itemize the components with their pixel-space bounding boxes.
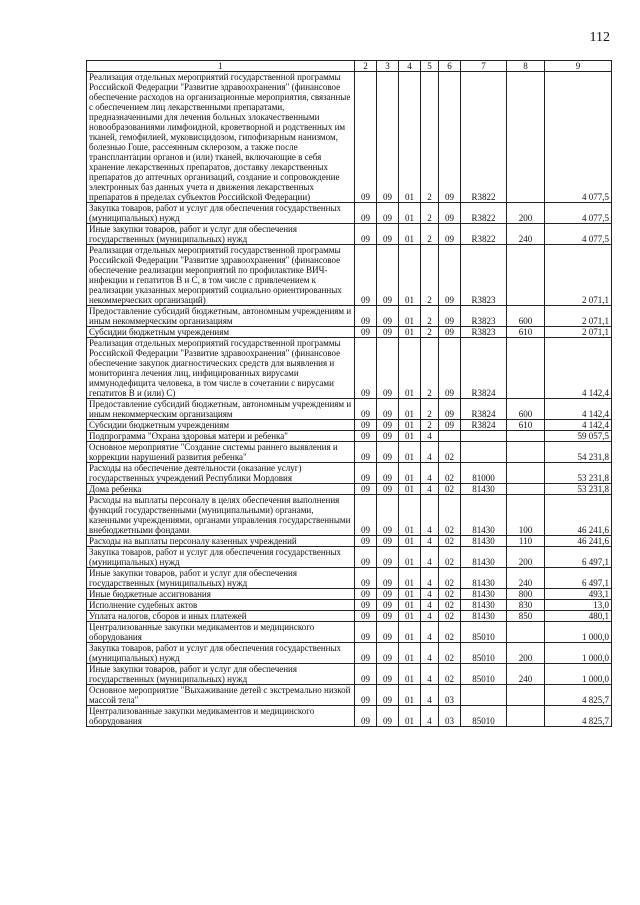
row-name-cell: Расходы на выплаты персоналу в целях обеспечения выполнения функций государственными (муниципальными) органами, казенными учреждениями, органами управления государственными внебюджетными фондами — [87, 495, 355, 536]
row-name-cell: Централизованные закупки медикаментов и медицинского оборудования — [87, 706, 355, 727]
section-code-cell: 09 — [355, 600, 377, 611]
row-name-cell: Иные бюджетные ассигнования — [87, 589, 355, 600]
expense-type-cell — [507, 245, 545, 306]
expense-type-cell: 240 — [507, 664, 545, 685]
direction-code-cell: R3823 — [461, 327, 507, 338]
direction-code-cell — [461, 442, 507, 463]
program-code-cell: 01 — [399, 224, 421, 245]
activity-code-cell: 02 — [439, 536, 461, 547]
col-header: 8 — [507, 61, 545, 72]
subprogram-code-cell: 4 — [421, 600, 439, 611]
table-body — [87, 72, 612, 727]
program-code-cell: 01 — [399, 203, 421, 224]
section-code-cell: 09 — [355, 338, 377, 399]
table-row — [87, 463, 612, 484]
direction-code-cell: 85010 — [461, 622, 507, 643]
table-row — [87, 547, 612, 568]
expense-type-cell — [507, 72, 545, 203]
section-code-cell: 09 — [355, 431, 377, 442]
subprogram-code-cell: 2 — [421, 327, 439, 338]
program-code-cell: 01 — [399, 420, 421, 431]
activity-code-cell: 09 — [439, 306, 461, 327]
program-code-cell: 01 — [399, 611, 421, 622]
table-row — [87, 589, 612, 600]
program-code-cell: 01 — [399, 495, 421, 536]
row-name-cell: Централизованные закупки медикаментов и медицинского оборудования — [87, 622, 355, 643]
direction-code-cell — [461, 685, 507, 706]
subsection-code-cell: 09 — [377, 327, 399, 338]
expense-type-cell: 200 — [507, 203, 545, 224]
program-code-cell: 01 — [399, 706, 421, 727]
section-code-cell: 09 — [355, 463, 377, 484]
row-name-cell: Субсидии бюджетным учреждениям — [87, 327, 355, 338]
expense-type-cell: 100 — [507, 495, 545, 536]
subsection-code-cell: 09 — [377, 72, 399, 203]
amount-cell: 493,1 — [545, 589, 612, 600]
direction-code-cell: 81430 — [461, 484, 507, 495]
expense-type-cell — [507, 622, 545, 643]
activity-code-cell: 02 — [439, 611, 461, 622]
subsection-code-cell: 09 — [377, 622, 399, 643]
expense-type-cell — [507, 431, 545, 442]
amount-cell: 6 497,1 — [545, 568, 612, 589]
row-name-cell: Основное мероприятие "Выхаживание детей с экстремально низкой массой тела" — [87, 685, 355, 706]
row-name-cell: Иные закупки товаров, работ и услуг для обеспечения государственных (муниципальных) нужд — [87, 224, 355, 245]
expense-type-cell: 830 — [507, 600, 545, 611]
col-header: 4 — [399, 61, 421, 72]
expense-type-cell — [507, 685, 545, 706]
table-row — [87, 442, 612, 463]
col-header: 1 — [87, 61, 355, 72]
program-code-cell: 01 — [399, 664, 421, 685]
subprogram-code-cell: 2 — [421, 399, 439, 420]
row-name-cell: Подпрограмма "Охрана здоровья матери и ребенка" — [87, 431, 355, 442]
direction-code-cell: 85010 — [461, 706, 507, 727]
section-code-cell: 09 — [355, 547, 377, 568]
amount-cell: 6 497,1 — [545, 547, 612, 568]
expense-type-cell — [507, 463, 545, 484]
subprogram-code-cell: 4 — [421, 664, 439, 685]
table-row — [87, 306, 612, 327]
col-header: 3 — [377, 61, 399, 72]
direction-code-cell: 81430 — [461, 536, 507, 547]
activity-code-cell: 03 — [439, 706, 461, 727]
program-code-cell: 01 — [399, 399, 421, 420]
subprogram-code-cell: 4 — [421, 442, 439, 463]
row-name-cell: Дома ребенка — [87, 484, 355, 495]
section-code-cell: 09 — [355, 327, 377, 338]
section-code-cell: 09 — [355, 536, 377, 547]
table-row — [87, 600, 612, 611]
program-code-cell: 01 — [399, 643, 421, 664]
row-name-cell: Уплата налогов, сборов и иных платежей — [87, 611, 355, 622]
subprogram-code-cell: 4 — [421, 643, 439, 664]
subsection-code-cell: 09 — [377, 224, 399, 245]
direction-code-cell: R3822 — [461, 203, 507, 224]
expense-type-cell: 240 — [507, 568, 545, 589]
subsection-code-cell: 09 — [377, 547, 399, 568]
activity-code-cell: 09 — [439, 203, 461, 224]
subsection-code-cell: 09 — [377, 338, 399, 399]
expense-type-cell — [507, 442, 545, 463]
program-code-cell: 01 — [399, 338, 421, 399]
amount-cell: 2 071,1 — [545, 245, 612, 306]
subsection-code-cell: 09 — [377, 611, 399, 622]
activity-code-cell: 02 — [439, 495, 461, 536]
table-row — [87, 706, 612, 727]
subprogram-code-cell: 2 — [421, 306, 439, 327]
table-row — [87, 536, 612, 547]
program-code-cell: 01 — [399, 245, 421, 306]
expense-type-cell: 110 — [507, 536, 545, 547]
page-number: 112 — [589, 30, 610, 45]
subsection-code-cell: 09 — [377, 536, 399, 547]
activity-code-cell: 03 — [439, 685, 461, 706]
subsection-code-cell: 09 — [377, 306, 399, 327]
table-header-row — [87, 61, 612, 72]
amount-cell: 46 241,6 — [545, 536, 612, 547]
row-name-cell: Иные закупки товаров, работ и услуг для обеспечения государственных (муниципальных) нужд — [87, 568, 355, 589]
table-row — [87, 664, 612, 685]
activity-code-cell: 09 — [439, 338, 461, 399]
amount-cell: 1 000,0 — [545, 622, 612, 643]
section-code-cell: 09 — [355, 706, 377, 727]
program-code-cell: 01 — [399, 568, 421, 589]
section-code-cell: 09 — [355, 420, 377, 431]
col-header: 2 — [355, 61, 377, 72]
subprogram-code-cell: 2 — [421, 338, 439, 399]
amount-cell: 53 231,8 — [545, 463, 612, 484]
subprogram-code-cell: 4 — [421, 484, 439, 495]
table-row — [87, 643, 612, 664]
program-code-cell: 01 — [399, 536, 421, 547]
row-name-cell: Иные закупки товаров, работ и услуг для обеспечения государственных (муниципальных) нужд — [87, 664, 355, 685]
direction-code-cell: 81430 — [461, 568, 507, 589]
table-row — [87, 568, 612, 589]
amount-cell: 54 231,8 — [545, 442, 612, 463]
table-row — [87, 224, 612, 245]
activity-code-cell: 02 — [439, 463, 461, 484]
direction-code-cell: 81430 — [461, 495, 507, 536]
table-row — [87, 622, 612, 643]
direction-code-cell: 81430 — [461, 547, 507, 568]
table-row — [87, 484, 612, 495]
program-code-cell: 01 — [399, 327, 421, 338]
subsection-code-cell: 09 — [377, 664, 399, 685]
direction-code-cell: 85010 — [461, 664, 507, 685]
amount-cell: 4 142,4 — [545, 399, 612, 420]
amount-cell: 480,1 — [545, 611, 612, 622]
table-row — [87, 338, 612, 399]
direction-code-cell: R3824 — [461, 420, 507, 431]
activity-code-cell: 09 — [439, 224, 461, 245]
activity-code-cell: 09 — [439, 327, 461, 338]
subprogram-code-cell: 4 — [421, 495, 439, 536]
amount-cell: 4 077,5 — [545, 203, 612, 224]
subprogram-code-cell: 4 — [421, 547, 439, 568]
program-code-cell: 01 — [399, 600, 421, 611]
table-row — [87, 245, 612, 306]
section-code-cell: 09 — [355, 589, 377, 600]
section-code-cell: 09 — [355, 203, 377, 224]
subsection-code-cell: 09 — [377, 203, 399, 224]
subprogram-code-cell: 2 — [421, 420, 439, 431]
amount-cell: 2 071,1 — [545, 306, 612, 327]
activity-code-cell: 02 — [439, 622, 461, 643]
amount-cell: 2 071,1 — [545, 327, 612, 338]
expense-type-cell: 200 — [507, 547, 545, 568]
expense-type-cell: 600 — [507, 399, 545, 420]
section-code-cell: 09 — [355, 442, 377, 463]
section-code-cell: 09 — [355, 399, 377, 420]
row-name-cell: Закупка товаров, работ и услуг для обеспечения государственных (муниципальных) нужд — [87, 203, 355, 224]
direction-code-cell: R3822 — [461, 224, 507, 245]
row-name-cell: Реализация отдельных мероприятий государственной программы Российской Федерации "Развитие здравоохранения" (финансовое обеспечение закупок диагностических средств для выявления и мониторинга лечения лиц, инфицированных вирусами иммунодефицита человека, в том числе в сочетании с вирусами гепатитов В и (или) С) — [87, 338, 355, 399]
subsection-code-cell: 09 — [377, 600, 399, 611]
activity-code-cell: 02 — [439, 600, 461, 611]
expense-type-cell: 850 — [507, 611, 545, 622]
section-code-cell: 09 — [355, 643, 377, 664]
row-name-cell: Расходы на обеспечение деятельности (оказание услуг) государственных учреждений Республики Мордовия — [87, 463, 355, 484]
subprogram-code-cell: 4 — [421, 622, 439, 643]
program-code-cell: 01 — [399, 72, 421, 203]
table-row — [87, 399, 612, 420]
expense-type-cell: 610 — [507, 327, 545, 338]
amount-cell: 1 000,0 — [545, 664, 612, 685]
section-code-cell: 09 — [355, 664, 377, 685]
subsection-code-cell: 09 — [377, 463, 399, 484]
expense-type-cell — [507, 706, 545, 727]
subprogram-code-cell: 4 — [421, 431, 439, 442]
program-code-cell: 01 — [399, 431, 421, 442]
amount-cell: 4 142,4 — [545, 338, 612, 399]
amount-cell: 1 000,0 — [545, 643, 612, 664]
row-name-cell: Расходы на выплаты персоналу казенных учреждений — [87, 536, 355, 547]
direction-code-cell: R3824 — [461, 338, 507, 399]
direction-code-cell: 81000 — [461, 463, 507, 484]
direction-code-cell: R3824 — [461, 399, 507, 420]
subprogram-code-cell: 4 — [421, 463, 439, 484]
table-row — [87, 495, 612, 536]
activity-code-cell: 02 — [439, 589, 461, 600]
subsection-code-cell: 09 — [377, 568, 399, 589]
activity-code-cell: 02 — [439, 547, 461, 568]
program-code-cell: 01 — [399, 442, 421, 463]
direction-code-cell: 85010 — [461, 643, 507, 664]
section-code-cell: 09 — [355, 622, 377, 643]
row-name-cell: Основное мероприятие "Создание системы раннего выявления и коррекции нарушений развития ребенка" — [87, 442, 355, 463]
expense-type-cell: 800 — [507, 589, 545, 600]
subprogram-code-cell: 2 — [421, 72, 439, 203]
table-row — [87, 327, 612, 338]
activity-code-cell: 09 — [439, 420, 461, 431]
amount-cell: 59 057,5 — [545, 431, 612, 442]
subsection-code-cell: 09 — [377, 442, 399, 463]
activity-code-cell: 02 — [439, 568, 461, 589]
program-code-cell: 01 — [399, 547, 421, 568]
col-header: 7 — [461, 61, 507, 72]
subprogram-code-cell: 4 — [421, 706, 439, 727]
program-code-cell: 01 — [399, 622, 421, 643]
section-code-cell: 09 — [355, 611, 377, 622]
expense-type-cell — [507, 484, 545, 495]
activity-code-cell: 02 — [439, 484, 461, 495]
table-row — [87, 420, 612, 431]
expense-type-cell: 240 — [507, 224, 545, 245]
activity-code-cell — [439, 431, 461, 442]
program-code-cell: 01 — [399, 463, 421, 484]
section-code-cell: 09 — [355, 224, 377, 245]
subprogram-code-cell: 4 — [421, 589, 439, 600]
row-name-cell: Закупка товаров, работ и услуг для обеспечения государственных (муниципальных) нужд — [87, 547, 355, 568]
direction-code-cell: 81430 — [461, 600, 507, 611]
row-name-cell: Реализация отдельных мероприятий государственной программы Российской Федерации "Развитие здравоохранения" (финансовое обеспечение расходов на организационные мероприятия, связанные с обеспечением лиц лекарственными препаратами, предназначенными для лечения больных злокачественными новообразованиями лимфоидной, кроветворной и родственных им тканей, гемофилией, муковисцидозом, гипофизарным нанизмом, болезнью Гоше, рассеянным склерозом, а также после трансплантации органов и (или) тканей, включающие в себя хранение лекарственных препаратов, доставку лекарственных препаратов до аптечных организаций, создание и сопровождение электронных баз данных учета и движения лекарственных препаратов в пределах субъектов Российской Федерации) — [87, 72, 355, 203]
subsection-code-cell: 09 — [377, 706, 399, 727]
col-header: 5 — [421, 61, 439, 72]
expense-type-cell: 610 — [507, 420, 545, 431]
section-code-cell: 09 — [355, 685, 377, 706]
activity-code-cell: 09 — [439, 399, 461, 420]
direction-code-cell: R3823 — [461, 306, 507, 327]
subsection-code-cell: 09 — [377, 484, 399, 495]
direction-code-cell: R3823 — [461, 245, 507, 306]
activity-code-cell: 09 — [439, 245, 461, 306]
budget-table — [86, 60, 612, 727]
activity-code-cell: 02 — [439, 664, 461, 685]
section-code-cell: 09 — [355, 72, 377, 203]
amount-cell: 4 077,5 — [545, 224, 612, 245]
row-name-cell: Предоставление субсидий бюджетным, автономным учреждениям и иным некоммерческим организациям — [87, 306, 355, 327]
activity-code-cell: 09 — [439, 72, 461, 203]
amount-cell: 4 077,5 — [545, 72, 612, 203]
amount-cell: 46 241,6 — [545, 495, 612, 536]
section-code-cell: 09 — [355, 484, 377, 495]
section-code-cell: 09 — [355, 245, 377, 306]
activity-code-cell: 02 — [439, 442, 461, 463]
section-code-cell: 09 — [355, 306, 377, 327]
expense-type-cell: 600 — [507, 306, 545, 327]
direction-code-cell: R3822 — [461, 72, 507, 203]
direction-code-cell: 81430 — [461, 611, 507, 622]
program-code-cell: 01 — [399, 685, 421, 706]
amount-cell: 4 142,4 — [545, 420, 612, 431]
table-row — [87, 431, 612, 442]
table-row — [87, 72, 612, 203]
row-name-cell: Субсидии бюджетным учреждениям — [87, 420, 355, 431]
row-name-cell: Предоставление субсидий бюджетным, автономным учреждениям и иным некоммерческим организациям — [87, 399, 355, 420]
subsection-code-cell: 09 — [377, 685, 399, 706]
subprogram-code-cell: 2 — [421, 203, 439, 224]
program-code-cell: 01 — [399, 306, 421, 327]
section-code-cell: 09 — [355, 568, 377, 589]
amount-cell: 53 231,8 — [545, 484, 612, 495]
subsection-code-cell: 09 — [377, 399, 399, 420]
expense-type-cell: 200 — [507, 643, 545, 664]
direction-code-cell: 81430 — [461, 589, 507, 600]
subsection-code-cell: 09 — [377, 420, 399, 431]
expense-type-cell — [507, 338, 545, 399]
program-code-cell: 01 — [399, 589, 421, 600]
row-name-cell: Закупка товаров, работ и услуг для обеспечения государственных (муниципальных) нужд — [87, 643, 355, 664]
activity-code-cell: 02 — [439, 643, 461, 664]
table-row — [87, 685, 612, 706]
subsection-code-cell: 09 — [377, 643, 399, 664]
subsection-code-cell: 09 — [377, 495, 399, 536]
row-name-cell: Исполнение судебных актов — [87, 600, 355, 611]
subprogram-code-cell: 4 — [421, 536, 439, 547]
amount-cell: 4 825,7 — [545, 685, 612, 706]
subsection-code-cell: 09 — [377, 589, 399, 600]
subprogram-code-cell: 2 — [421, 245, 439, 306]
row-name-cell: Реализация отдельных мероприятий государственной программы Российской Федерации "Развитие здравоохранения" (финансовое обеспечение реализации мероприятий по профилактике ВИЧ-инфекции и гепатитов В и С, в том числе с привлечением к реализации указанных мероприятий социально ориентированных некоммерческих организаций) — [87, 245, 355, 306]
subprogram-code-cell: 2 — [421, 224, 439, 245]
amount-cell: 4 825,7 — [545, 706, 612, 727]
col-header: 9 — [545, 61, 612, 72]
col-header: 6 — [439, 61, 461, 72]
subprogram-code-cell: 4 — [421, 685, 439, 706]
direction-code-cell — [461, 431, 507, 442]
subprogram-code-cell: 4 — [421, 568, 439, 589]
subsection-code-cell: 09 — [377, 245, 399, 306]
section-code-cell: 09 — [355, 495, 377, 536]
program-code-cell: 01 — [399, 484, 421, 495]
subprogram-code-cell: 4 — [421, 611, 439, 622]
table-row — [87, 611, 612, 622]
table-row — [87, 203, 612, 224]
subsection-code-cell: 09 — [377, 431, 399, 442]
amount-cell: 13,0 — [545, 600, 612, 611]
